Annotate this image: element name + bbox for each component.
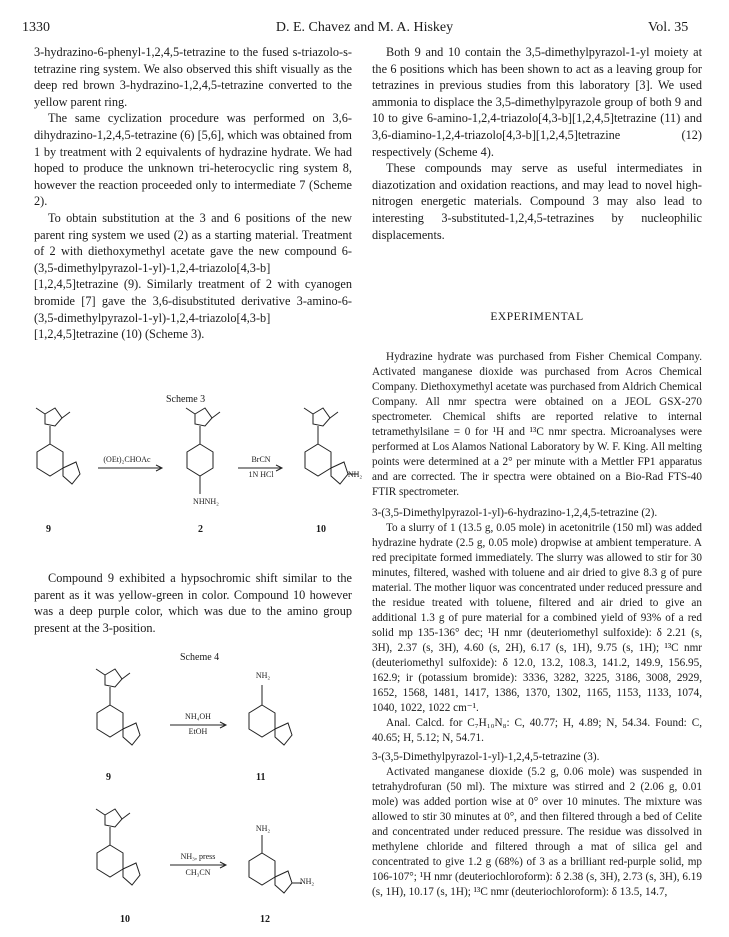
compound-number: 2 [198,524,203,535]
paragraph: To a slurry of 1 (13.5 g, 0.05 mole) in acetonitrile (150 ml) was added hydrazine hydrate (2.5 g, 0.05 mole) dropwise at ambient temperature. A red precipitate formed immediately. The slurry was allowed to stir for 30 minutes, filtered, washed with toluene and air dried to give 8.3 g of pure material. The mother liquor was concentrated under reduced pressure and the residue treated with toluene, filtered and air dried to give an additional 1.3 g of pure material for a combined yield of 93% of a red solid mp 135-136° dec; ¹H nmr (deuteriomethyl sulfoxide): δ 2.21 (s, 3H), 2.37 (s, 3H), 4.60 (s, 2H), 6.17 (s, 1H), 9.75 (s, 1H); ¹³C nmr (deuteriomethyl sulfoxide): δ 12.0, 13.2, 108.3, 141.2, 149.9, 156.95, 162.9; ir (potassium bromide): 3336, 3282, 3225, 3186, 3008, 2929, 1652, 1568, 1481, 1417, 1386, 1370, 1302, 1165, 1153, 1133, 1074, 1040, 1022, 1022 cm⁻¹. [372,522,702,714]
analysis: Anal. Calcd. for C₇H₁₀N₈: C, 40.77; H, 4.89; N, 54.34. Found: C, 40.65; H, 5.12; N, 54.71. [372,717,702,744]
compound-heading: 3-(3,5-Dimethylpyrazol-1-yl)-6-hydrazino-1,2,4,5-tetrazine (2). [372,507,658,519]
paragraph: 3-hydrazino-6-phenyl-1,2,4,5-tetrazine to the fused s-triazolo-s-tetrazine ring system. We also observed this shift visually as the deep red brown 3-hydrazino-1,2,4,5-tetrazine converted to the yellow parent ring. [34,45,352,109]
left-column-top [34,44,352,343]
reagent-label: NH₄OH [185,712,211,721]
paragraph: To obtain substitution at the 3 and 6 positions of the new parent ring system we used (2) as a starting material. Treatment of 2 with diethoxymethyl acetate gave the new compound 6-(3,5-dimethylpyrazol-1-yl)-1,2,4-triazolo[4,3-b][1,2,4,5]tetrazine (9). Similarly treatment of 2 with cyanogen bromide [7] gave the 3,6-disubstituted derivative 3-amino-6-(3,5-dimethylpyrazol-1-yl)-1,2,4-triazolo[4,3-b][1,2,4,5]tetrazine (10) (Scheme 3). [34,210,352,342]
right-column-top [372,44,702,243]
paragraph: Both 9 and 10 contain the 3,5-dimethylpyrazol-1-yl moiety at the 6 positions which has been shown to act as a leaving group for tetrazines in previous studies from this laboratory [3]. We used ammonia to displace the 3,5-dimethylpyrazole group of both 9 and 10 to give 6-amino-1,2,4-triazolo[4,3-b][1,2,4,5]tetrazine (11) and 3,6-diamino-1,2,4-triazolo[4,3-b][1,2,4,5]tetrazine (12) respectively (Scheme 4). [372,45,702,159]
reagent-label: 1N HCl [248,470,274,479]
reagent-label: (OEt)₂CHOAc [103,455,151,464]
substituent-label: NH₂ [255,824,271,833]
reagent-label: EtOH [188,727,208,736]
reagent-label: CH₃CN [185,868,211,877]
paragraph: Compound 9 exhibited a hypsochromic shift similar to the parent as it was yellow-green in color. Compound 10 however was a deep purple color, which was due to the amino group present at the 3-position. [34,571,352,635]
compound-number: 10 [120,914,130,925]
scheme-title: Scheme 4 [180,652,220,663]
compound-heading: 3-(3,5-Dimethylpyrazol-1-yl)-1,2,4,5-tetrazine (3). [372,751,600,763]
substituent-label: NH₂ [255,671,271,680]
reagent-label: NH₃, press [180,852,216,861]
compound-number: 12 [260,914,270,925]
paragraph: The same cyclization procedure was performed on 3,6-dihydrazino-1,2,4,5-tetrazine (6) [5,6], which was obtained from 1 by treatment with 2 equivalents of hydrazine hydrate. We had hoped to produce the unknown tri-heterocyclic ring system 8, however the reaction proceeded only to intermediate 7 (Scheme 2). [34,111,352,209]
paragraph: Hydrazine hydrate was purchased from Fisher Chemical Company. Activated manganese dioxide was purchased from Acros Chemical Company. Diethoxymethyl acetate was purchased from Aldrich Chemical Company. All nmr spectra were obtained on a JEOL GSX-270 spectrometer. Chemical shifts are reported relative to internal tetramethylsilane = 0 for ¹H and ¹³C nmr spectra. Microanalyses were performed at Los Alamos National Laboratory by W. F. King. All melting points were determined at a 2° per minute with a Mettler FP1 apparatus and are corrected. The ir spectra were obtained on a Bio-Rad FTS-40 FTIR spectrometer. [372,351,702,498]
running-authors: D. E. Chavez and M. A. Hiskey [275,20,454,35]
substituent-label: NH₂ [299,877,315,886]
compound-number: 9 [46,524,51,535]
page-number: 1330 [22,20,50,35]
substituent-label: NHNH₂ [193,497,219,506]
scheme-title: Scheme 3 [166,394,206,405]
substituent-label: NH₂ [347,470,363,479]
left-column-mid [34,570,352,636]
section-heading: EXPERIMENTAL [490,311,584,323]
compound-number: 9 [106,772,111,783]
compound-number: 11 [256,772,266,783]
volume-label: Vol. 35 [648,20,689,35]
scheme-4-drawing [30,665,370,925]
paragraph: These compounds may serve as useful intermediates in diazotization and oxidation reactions, and may lead to novel high-nitrogen energetic materials. Compound 3 may also lead to interesting 3-substituted-1,2,4,5-tetrazines by nucleophilic displacements. [372,161,702,242]
compound-number: 10 [316,524,326,535]
right-column-experimental [372,350,702,900]
paragraph: Activated manganese dioxide (5.2 g, 0.06 mole) was suspended in tetrahydrofuran (50 ml). The mixture was stirred and 2 (2.06 g, 0.01 mole) was added portion wise at 0° over 10 minutes. The mixture was allowed to stir 30 minutes at 0°, and then filtered through a bed of Celite and concentrated under reduced pressure. The residue was dissolved in methylene chloride and filtered through a mat of silica gel and concentrated to give 1.2 g (68%) of 3 as a brilliant red-purple solid, mp 106-107°; ¹H nmr (deuteriochloroform): δ 2.38 (s, 3H), 2.73 (s, 3H), 6.19 (s, 1H), 10.17 (s, 1H); ¹³C nmr (deuteriochloroform): δ 13.5, 14.7, [372,766,702,898]
reagent-label: BrCN [251,455,271,464]
